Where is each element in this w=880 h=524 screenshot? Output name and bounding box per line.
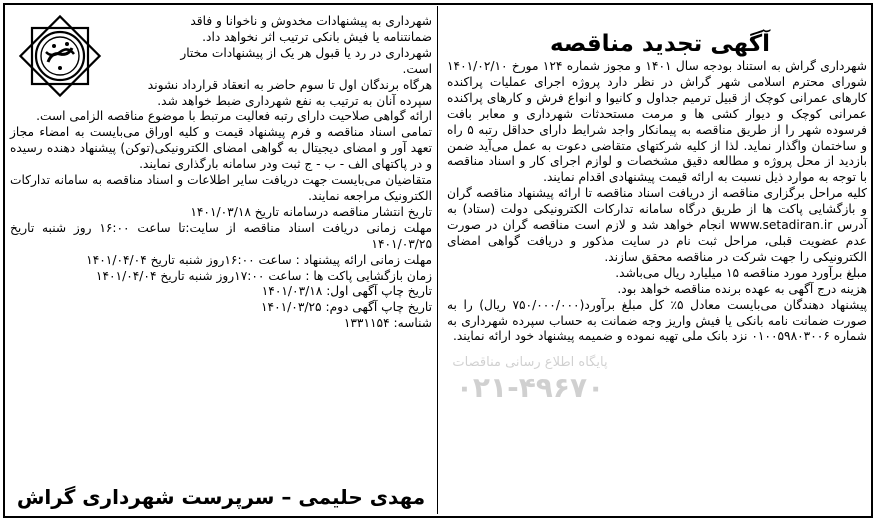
schedule-item: تاریخ انتشار مناقصه درسامانه تاریخ ۱۴۰۱/۰۳/۱۸ <box>190 204 432 219</box>
documents-paragraph: تمامی اسناد مناقصه و فرم پیشنهاد قیمت و کلیه اوراق می‌بایست به امضاء مجاز تعهد آور و امضای دیجیتال به گواهی امضای الکترونیکی(توکن) پیشنهاد دهنده رسیده و در پاکتهای الف - ب - ج ثبت ودر سامانه بارگذاری نمایند. <box>10 125 432 172</box>
info-paragraph: متقاضیان می‌بایست جهت دریافت سایر اطلاعات و اسناد مناقصه به سامانه تدارکات الکترونیک مراجعه نمایند. <box>10 173 432 203</box>
column-divider <box>437 6 438 514</box>
schedule-item: مهلت زمانی ارائه پیشنهاد : ساعت ۱۶:۰۰روز شنبه تاریخ ۱۴۰۱/۰۴/۰۴ <box>86 252 432 267</box>
condition-line: شهرداری به پیشنهادات مخدوش و ناخوانا و فاقد <box>190 14 432 28</box>
intro-paragraph: شهرداری گراش به استناد بودجه سال ۱۴۰۱ و مجوز شماره ۱۲۴ مورخ ۱۴۰۱/۰۲/۱۰ شورای محترم اسلامی شهر گراش در نظر دارد پروژه اجرای عملیات پراکنده کارهای عمرانی کوچک از قبیل ترمیم جداول و کانیوا و انواع فرش و کارهای پراکنده عمرانی کوچک و دیوار کشی ها و مرمت مستحدثات شهرداری و معابر بافت فرسوده شهر را از طریق مناقصه به پیمانکار واجد شرایط دارای حداقل رتبه ۵ راه و ساختمان واگذار نماید. لذا از کلیه شرکتهای متقاضی دعوت به عمل می‌آید ضمن بازدید از محل پروژه و مطالعه دقیق مشخصات و لوازم اجرای کار و اسناد مناقصه با توجه به موارد ذیل نسبت به ارائه قیمت پیشنهادی اقدام نمایند. <box>447 59 868 185</box>
watermark-text: پایگاه اطلاع رسانی مناقصات <box>452 355 608 370</box>
notice-body-left <box>10 14 432 332</box>
schedule-item: تاریخ چاپ آگهی اول: ۱۴۰۱/۰۳/۱۸ <box>261 284 432 299</box>
signature: مهدی حلیمی – سرپرست شهرداری گراش <box>16 485 426 509</box>
qualification-paragraph: ارائه گواهی صلاحیت دارای رتبه فعالیت مرتبط با موضوع مناقصه الزامی است. <box>36 109 432 124</box>
watermark-phone: ۰۲۱-۴۹۶۷۰ <box>455 371 605 404</box>
guarantee-paragraph: پیشنهاد دهندگان می‌بایست معادل ۵٪ کل مبلغ برآورد(۷۵۰/۰۰۰/۰۰۰ ریال) را به صورت ضمانت نامه بانکی یا فیش واریز وجه ضمانت به حساب سپرده شهرداری به شماره ۰۱۰۰۵۹۸۰۳۰۰۶ نزد بانک ملی تهیه نموده و ضمیمه پیشنهاد خود ارائه نمایند. <box>447 297 868 344</box>
notice-body-right <box>447 59 867 345</box>
conditions-block-2 <box>10 78 432 110</box>
schedule-item: مهلت زمانی دریافت اسناد مناقصه از سایت:تا ساعت ۱۶:۰۰ روز شنبه تاریخ ۱۴۰۱/۰۳/۲۵ <box>10 220 432 251</box>
schedule-item: شناسه: ۱۳۳۱۱۵۴ <box>343 316 432 331</box>
schedule-item: زمان بازگشایی پاکت ها : ساعت ۱۷:۰۰روز شنبه تاریخ ۱۴۰۱/۰۴/۰۴ <box>95 268 432 283</box>
notice-title: آگهی تجدید مناقصه <box>549 31 771 57</box>
condition-line: است. <box>402 61 432 76</box>
estimate-paragraph: مبلغ برآورد مورد مناقصه ۱۵ میلیارد ریال می‌باشد. <box>615 265 867 280</box>
condition-line: هرگاه برندگان اول تا سوم حاضر به انعقاد قرارداد نشوند <box>147 77 432 92</box>
condition-line: ضمانتنامه یا فیش بانکی ترتیب اثر نخواهد داد. <box>202 29 432 44</box>
process-paragraph: کلیه مراحل برگزاری مناقصه از دریافت اسناد مناقصه تا ارائه پیشنهاد مناقصه گران و بازگشایی پاکت ها از طریق درگاه سامانه تدارکات الکترونیکی دولت (ستاد) به آدرس www.setadiran.ir انجام خواهد شد و لازم است مناقصه گران در صورت عدم عضویت قبلی، مراحل ثبت نام در سایت مذکور و دریافت گواهی امضای الکترونیکی را جهت شرکت در مناقصه محقق سازند. <box>447 186 868 264</box>
schedule-item: تاریخ چاپ آگهی دوم: ۱۴۰۱/۰۳/۲۵ <box>261 300 432 315</box>
condition-line: شهرداری در رد یا قبول هر یک از پیشنهادات مختار <box>180 45 432 60</box>
conditions-block <box>10 14 432 78</box>
schedule-list <box>10 205 432 332</box>
ad-cost-paragraph: هزینه درج آگهی به عهده برنده مناقصه خواهد بود. <box>617 281 867 296</box>
condition-line: سپرده آنان به ترتیب به نفع شهرداری ضبط خواهد شد. <box>157 93 432 108</box>
